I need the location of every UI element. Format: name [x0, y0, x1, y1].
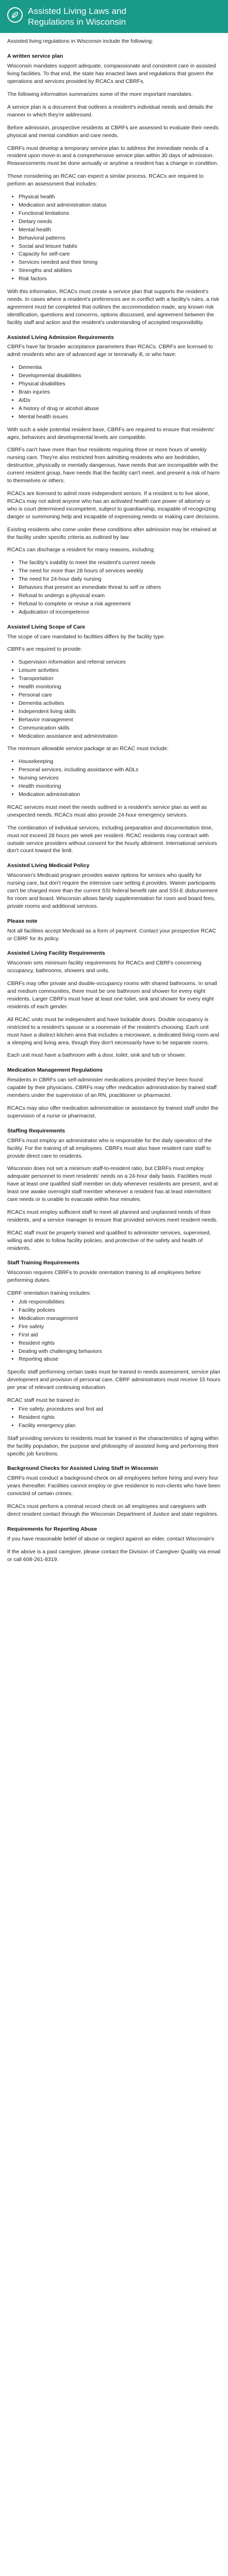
paragraph: If the above is a past caregiver, please contact the Division of Caregiver Quality via email or call 608-261-8319. — [7, 1548, 221, 1563]
list-item: • Dealing with challenging behaviors — [19, 1348, 221, 1355]
list-item: • Personal care — [19, 691, 221, 699]
bullet-list — [7, 658, 221, 740]
list-item: • AIDs — [19, 397, 221, 404]
list-item: • Physical health — [19, 193, 221, 201]
paragraph: Wisconsin mandates support adequate, compassionate and consistent care in assisted living facilities. To that end, the state has enacted laws and regulations that govern the operations and services provided by RCACs and CBRFs. — [7, 63, 216, 85]
page-header — [0, 0, 228, 33]
list-item: • Communication skills — [19, 724, 221, 732]
bullet-list — [7, 364, 221, 420]
list-item: • Resident rights — [19, 1340, 221, 1347]
paragraph: CBRFs can't have more than four residents requiring three or more hours of weekly nursing care. They're also restricted from admitting residents who are bedridden, destructive, physically or mentally dangerous, have needs that are incompatible with the current resident group, have needs that the facility can't meet, and present a risk of harm to themselves or others. — [7, 447, 220, 484]
paragraph: If you have reasonable belief of abuse or neglect against an elder, contact Wisconsin's — [7, 1535, 215, 1542]
list-item: • Dementia — [19, 364, 221, 371]
section-heading: Staff Training Requirements — [7, 1260, 80, 1266]
list-item: • The need for 24-hour daily nursing — [19, 575, 221, 583]
section-heading: Assisted Living Scope of Care — [7, 623, 86, 630]
page-title-line2: Regulations in Wisconsin — [28, 16, 126, 27]
section-heading: A written service plan — [7, 53, 63, 60]
list-item: • Dementia activities — [19, 700, 221, 707]
section-heading: Assisted Living Medicaid Policy — [7, 862, 90, 869]
paragraph: The scope of care mandated to facilities differs by the facility type. — [7, 633, 166, 640]
list-item: • Medication administration — [19, 791, 221, 799]
list-item: • Medication assistance and administration — [19, 733, 221, 740]
list-item: • Housekeeping — [19, 758, 221, 766]
list-item: • Supervision information and referral services — [19, 658, 221, 666]
section-heading: Assisted Living Admission Requirements — [7, 334, 114, 341]
section-heading: Staffing Requirements — [7, 1127, 66, 1134]
paragraph: RCACs must perform a criminal record check on all employees and caregivers with direct resident contact through the Wisconsin Department of Justice and state registries. — [7, 1503, 219, 1517]
paragraph: The following information summarizes some of the more important mandates. — [7, 91, 193, 97]
list-item: • Behavior management — [19, 716, 221, 724]
paragraph: RCAC services must meet the needs outlined in a resident's service plan as well as unexpected needs. RCACs must also provide 24-hour emergency services. — [7, 804, 207, 818]
paragraph: Residents in CBRFs can self-administer medications provided they've been found capable by their physicians. CBRFs may offer medication administration by trained staff members under the supervision of an RN, practitioner or pharmacist. — [7, 1077, 217, 1099]
list-item: • Refusal to complete or revise a risk agreement — [19, 600, 221, 608]
article-body — [0, 33, 228, 1582]
list-item: • Transportation — [19, 675, 221, 683]
list-item: • Behavioral patterns — [19, 234, 221, 242]
paragraph: CBRFs may offer private and double-occupancy rooms with shared bathrooms. In small and medium communities, there must be one bathroom and shower for every eight residents. Larger CBRFs must have at least one toilet, sink and shower for every eight residents of each gender. — [7, 980, 217, 1010]
list-item: • Services needed and their timing — [19, 259, 221, 266]
paragraph: The minimum allowable service package at an RCAC must include: — [7, 745, 169, 752]
bullet-list — [7, 1298, 221, 1363]
paragraph: CBRF orientation training includes: — [7, 1290, 91, 1297]
paragraph: RCACs must employ sufficient staff to meet all planned and unplanned needs of their residents, and a service manager to ensure that provided services meet resident needs. — [7, 1209, 218, 1223]
paragraph: RCACs are licensed to admit more independent seniors. If a resident is to live alone, RCACs may not admit anyone who has an activated health care power of attorney or who is court determined incompetent, subject to guardianship, incapable of recognizing danger or summoning help and incapable of expressing needs or making care decisions. — [7, 490, 220, 520]
paragraph: Wisconsin's Medicaid program provides waiver options for seniors who qualify for nursing care, but don't require the intensive care setting it provides. Waiver participants can't be charged more than the current SSI federal benefit rate and SSI-E disbursement for room and board. Wisconsin allows family supplementation for room and board fees, private rooms and additional services. — [7, 872, 218, 909]
list-item: • Mental health issues — [19, 413, 221, 421]
list-item: • Physical disabilities — [19, 380, 221, 388]
list-item: • Fire safety, procedures and first aid — [19, 1405, 221, 1413]
list-item: • Facility policies — [19, 1307, 221, 1314]
list-item: • Social and leisure habits — [19, 243, 221, 250]
section-heading: Assisted Living Facility Requirements — [7, 950, 105, 957]
list-item: • Health monitoring — [19, 783, 221, 790]
bullet-list — [7, 559, 221, 616]
list-item: • Nursing services — [19, 774, 221, 782]
list-item: • Job responsibilities — [19, 1298, 221, 1306]
page-title-line1: Assisted Living Laws and — [28, 6, 126, 16]
section-heading: Background Checks for Assisted Living Staff in Wisconsin — [7, 1465, 158, 1472]
paragraph: CBRFs must conduct a background check on all employees before hiring and every four years thereafter. Facilities cannot employ or give residence to non-clients who have been convicted of certain crimes. — [7, 1475, 221, 1497]
list-item: • Reporting abuse — [19, 1355, 221, 1363]
list-item: • Resident rights — [19, 1414, 221, 1421]
paragraph: Those considering an RCAC can expect a similar process. RCACs are required to perform an assessment that includes: — [7, 173, 204, 188]
paragraph: RCACs may also offer medication administration or assistance by trained staff under the supervision of a nurse or pharmacist. — [7, 1105, 219, 1119]
paragraph: CBRFs must employ an administrator who is responsible for the daily operation of the facility. For the training of all employees. CBRFs must also have resident care staff to provide direct care to residents. — [7, 1137, 212, 1159]
paragraph: Not all facilities accept Medicaid as a form of payment. Contact your prospective RCAC or CBRF for its policy. — [7, 927, 217, 942]
list-item: • Brain injuries — [19, 388, 221, 396]
paragraph: With this information, RCACs must create a service plan that supports the resident's needs. In cases where a resident's preferences are in conflict with a facility's rules, a risk agreement must be completed that outlines the accommodation made, any known risk identification, questions and concerns, options discussed, and agreement between the facility staff and action and the resident's understanding of accepted responsibility. — [7, 289, 219, 326]
paragraph: With such a wide potential resident base, CBRFs are required to ensure that residents' ages, behaviors and developmental levels are compatible. — [7, 426, 215, 440]
paragraph: Wisconsin sets minimum facility requirements for RCACs and CBRFs concerning occupancy, bathrooms, showers and units. — [7, 960, 202, 974]
list-item: • Medication and administration status — [19, 201, 221, 209]
list-item: • Capacity for self-care — [19, 250, 221, 258]
list-item: • Independent living skills — [19, 708, 221, 716]
paragraph: CBRFs have far broader acceptance parameters than RCACs. CBRFs are licensed to admit residents who are of advanced age or terminally ill, or who have: — [7, 344, 213, 358]
paragraph: Assisted living regulations in Wisconsin include the following: — [7, 38, 154, 45]
paragraph: Wisconsin requires CBRFs to provide orientation training to all employees before performing duties. — [7, 1269, 201, 1284]
paragraph: RCAC staff must be properly trained and qualified to administer services, supervised, willing and able to follow facility policies, and protective of the safety and health of residents. — [7, 1229, 211, 1251]
paragraph: Specific staff performing certain tasks must be trained in needs assessment, service plan development and provision of personal care. CBRF administrators must receive 15 hours per year of relevant continuing education. — [7, 1369, 221, 1391]
paragraph: Existing residents who come under these conditions after admission may be retained at the facility under specific criteria as outlined by law. — [7, 526, 217, 540]
paragraph: CBRFs must develop a temporary service plan to address the immediate needs of a resident upon move-in and a comprehensive service plan within 30 days of admission. Reassessments must be done annually or anytime a resident has a change in condition. — [7, 145, 219, 167]
bullet-list — [7, 193, 221, 283]
paragraph: Staff providing services to residents must be trained in the characteristics of aging within the facility population, the purpose and philosophy of assisted living and performing their specific job functions. — [7, 1435, 219, 1457]
section-heading: Requirements for Reporting Abuse — [7, 1526, 97, 1532]
list-item: • Strengths and abilities — [19, 267, 221, 275]
list-item: • Leisure activities — [19, 667, 221, 674]
paragraph: RCAC staff must be trained in: — [7, 1397, 80, 1404]
page-title — [28, 6, 126, 27]
list-item: • Adjudication of incompetence — [19, 608, 221, 616]
list-item: • Personal services, including assistance with ADLs — [19, 766, 221, 774]
paragraph: RCACs can discharge a resident for many reasons, including: — [7, 547, 155, 553]
section-heading: Medication Management Regulations — [7, 1067, 103, 1074]
section-heading: Please note — [7, 918, 38, 924]
list-item: • Fire safety — [19, 1323, 221, 1331]
list-item: • Refusal to undergo a physical exam — [19, 592, 221, 600]
list-item: • Risk factors — [19, 275, 221, 283]
list-item: • The facility's inability to meet the resident's current needs — [19, 559, 221, 567]
list-item: • The need for more than 28 hours of services weekly — [19, 567, 221, 575]
paragraph: A service plan is a document that outlines a resident's individual needs and details the manner in which they're addressed. — [7, 104, 213, 118]
paragraph: Before admission, prospective residents at CBRFs are assessed to evaluate their needs: physical and mental condition and care needs. — [7, 124, 220, 139]
paragraph: Each unit must have a bathroom with a door, toilet, sink and tub or shower. — [7, 1052, 186, 1059]
list-item: • Medication management — [19, 1315, 221, 1323]
list-item: • Mental health — [19, 226, 221, 234]
list-item: • Behaviors that present an immediate threat to self or others — [19, 584, 221, 591]
list-item: • A history of drug or alcohol abuse — [19, 405, 221, 413]
bullet-list — [7, 758, 221, 799]
list-item: • Functional limitations — [19, 210, 221, 217]
list-item: • Health monitoring — [19, 683, 221, 691]
list-item: • First aid — [19, 1331, 221, 1339]
paragraph: The combination of individual services, including preparation and documentation time, must not exceed 28 hours per week per resident. RCAC residents may contract with outside service providers without consent for the hourly allotment. International services don't count toward the limit. — [7, 824, 217, 854]
bullet-list — [7, 1405, 221, 1430]
list-item: • Developmental disabilities — [19, 372, 221, 380]
paragraph: CBRFs are required to provide: — [7, 646, 83, 653]
list-item: • Facility emergency plan — [19, 1422, 221, 1430]
leaf-icon — [7, 7, 23, 23]
paragraph: Wisconsin does not set a minimum staff-to-resident ratio, but CBRFs must employ adequate personnel to meet residents' needs on a 24-hour daily basis. Facilities must have at least one qualified staff member on duty whenever residents are present, and at least one awake overnight staff member whenever a resident has at least intermittent care needs or is unable to evacuate within four minutes. — [7, 1165, 218, 1203]
list-item: • Dietary needs — [19, 218, 221, 226]
paragraph: All RCAC units must be independent and have lockable doors. Double occupancy is restricted to a resident's spouse or a roommate of the resident's choosing. Each unit must have a distinct kitchen area that includes a microwave, a dedicated living room and a sleeping and living area, though they don't necessarily have to be separate rooms. — [7, 1016, 219, 1046]
